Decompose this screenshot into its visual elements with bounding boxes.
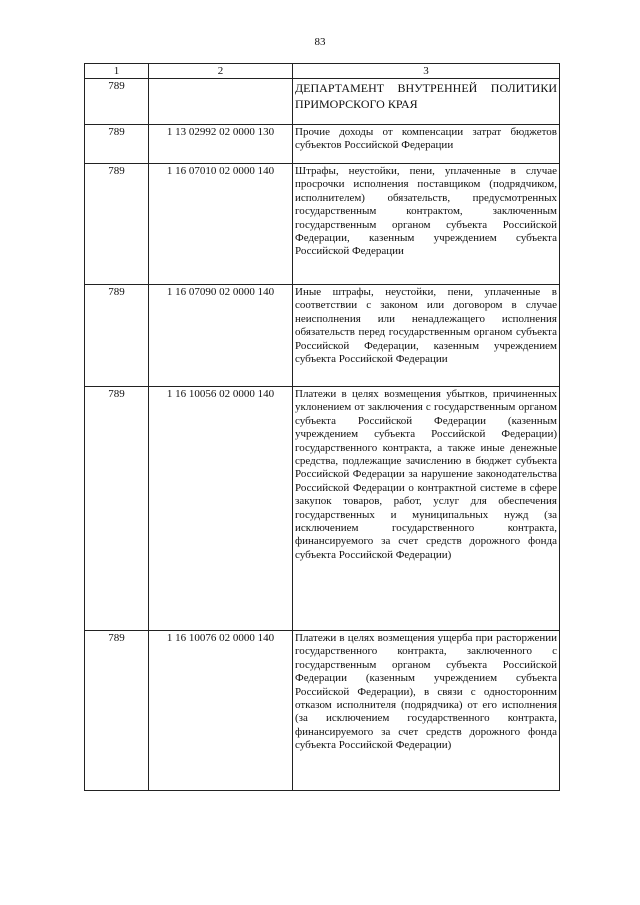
description-cell: Иные штрафы, неустойки, пени, уплаченные в соответствии с законом или договором в случае неисполнения или ненадлежащего исполнения обязательств перед государственным органом субъекта Российской Федерации, казенным учреждением субъекта Российской Федерации [293,285,560,387]
admin-code-cell: 789 [85,79,149,125]
revenue-code-cell: 1 16 07010 02 0000 140 [149,164,293,285]
table-row [85,285,560,387]
admin-code-cell: 789 [85,125,149,164]
table-row [85,125,560,164]
revenue-code-cell: 1 16 10076 02 0000 140 [149,631,293,791]
page-number: 83 [314,36,326,48]
table-row [85,79,560,125]
revenue-code-cell: 1 16 10056 02 0000 140 [149,387,293,631]
revenue-code-cell: 1 16 07090 02 0000 140 [149,285,293,387]
header-col-2: 2 [149,64,293,79]
revenue-code-cell [149,79,293,125]
admin-code-cell: 789 [85,285,149,387]
description-cell: Платежи в целях возмещения ущерба при расторжении государственного контракта, заключенного с государственным органом субъекта Российской Федерации (казенным учреждением субъекта Российской Федерации), в связи с односторонним отказом исполнителя (подрядчика) от его исполнения (за исключением государственного контракта, финансируемого за счет средств дорожного фонда субъекта Российской Федерации) [293,631,560,791]
admin-code-cell: 789 [85,631,149,791]
admin-code-cell: 789 [85,387,149,631]
description-cell: Штрафы, неустойки, пени, уплаченные в случае просрочки исполнения поставщиком (подрядчиком, исполнителем) обязательств, предусмотренных государственным контрактом, заключенным государственным органом субъекта Российской Федерации, казенным учреждением субъекта Российской Федерации [293,164,560,285]
description-cell: Платежи в целях возмещения убытков, причиненных уклонением от заключения с государственным органом субъекта Российской Федерации (казенным учреждением субъекта Российской Федерации) государственного контракта, а также иные денежные средства, подлежащие зачислению в бюджет субъекта Российской Федерации за нарушение законодательства Российской Федерации о контрактной системе в сфере закупок товаров, работ, услуг для обеспечения государственных и муниципальных нужд (за исключением государственного контракта, финансируемого за счет средств дорожного фонда субъекта Российской Федерации) [293,387,560,631]
header-col-1: 1 [85,64,149,79]
table-row [85,387,560,631]
table-header-row [85,64,560,79]
table-row [85,164,560,285]
header-col-3: 3 [293,64,560,79]
description-cell: Прочие доходы от компенсации затрат бюджетов субъектов Российской Федерации [293,125,560,164]
description-cell: ДЕПАРТАМЕНТ ВНУТРЕННЕЙ ПОЛИТИКИ ПРИМОРСКОГО КРАЯ [293,79,560,125]
revenue-codes-table [84,63,560,791]
revenue-code-cell: 1 13 02992 02 0000 130 [149,125,293,164]
table-row [85,631,560,791]
admin-code-cell: 789 [85,164,149,285]
